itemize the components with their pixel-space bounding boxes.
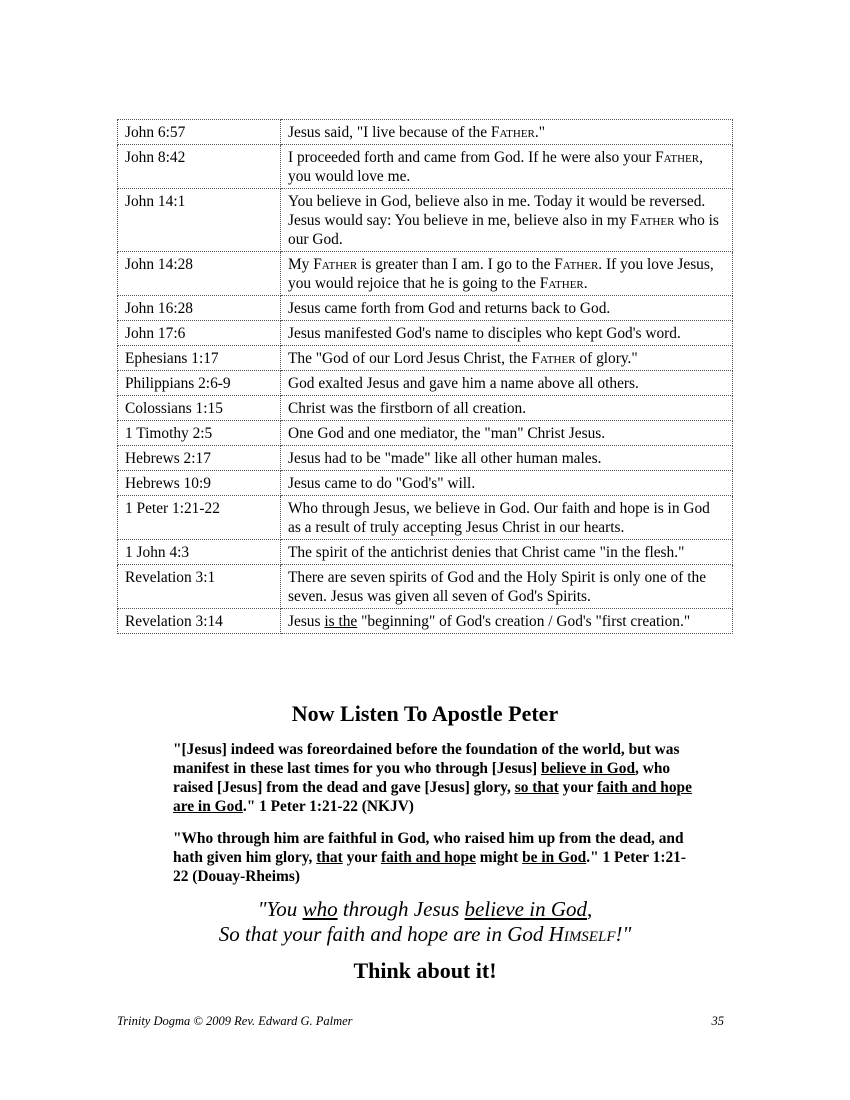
scripture-summary [281,296,733,321]
underlined-text: believe in God [464,897,587,921]
text-run: There are seven spirits of God and the Holy Spirit is only one of the seven. Jesus was given all seven of God's Spirits. [288,569,707,605]
text-run: God exalted Jesus and gave him a name above all others. [288,375,639,392]
footer-copyright: Trinity Dogma © 2009 Rev. Edward G. Palmer [117,1014,353,1028]
text-run: your [558,779,597,796]
table-row [118,371,733,396]
scripture-reference: Revelation 3:14 [118,609,281,634]
small-caps-text: Father [630,212,675,229]
text-run: Jesus came forth from God and returns back to God. [288,300,611,317]
text-run: , [587,897,593,921]
scripture-summary [281,421,733,446]
scripture-reference: John 14:1 [118,189,281,252]
text-run: of glory." [575,350,638,367]
text-run: your [342,849,381,866]
scripture-table [117,119,733,634]
small-caps-text: Father [655,149,700,166]
scripture-reference: Philippians 2:6-9 [118,371,281,396]
table-row [118,446,733,471]
text-run: Who through Jesus, we believe in God. Our faith and hope is in God as a result of truly accepting Jesus Christ in our hearts. [288,500,710,536]
scripture-table-body [118,120,733,634]
small-caps-text: Father [554,256,599,273]
scripture-summary [281,252,733,296]
scripture-summary [281,446,733,471]
text-run: The "God of our Lord Jesus Christ, the [288,350,532,367]
table-row [118,471,733,496]
table-row [118,296,733,321]
table-row [118,321,733,346]
scripture-reference: Revelation 3:1 [118,565,281,609]
small-caps-text: Father [490,124,535,141]
text-run: One God and one mediator, the "man" Christ Jesus. [288,425,606,442]
scripture-reference: 1 Timothy 2:5 [118,421,281,446]
small-caps-text: Father [531,350,576,367]
summary-verse-line-2 [0,922,850,947]
text-run: , you would love me. [288,149,703,185]
text-run: My [288,256,314,273]
nkjv-quote [173,740,693,816]
scripture-reference: Hebrews 2:17 [118,446,281,471]
table-row [118,496,733,540]
underlined-text: is the [324,613,358,630]
text-run: who is our God. [288,212,719,248]
text-run: You believe in God, believe also in me. Today it would be reversed. Jesus would say: You believe in me, believe also in my [288,193,706,229]
text-run: is greater than I am. I go to the [357,256,555,273]
underlined-text: faith and hope [380,849,476,866]
underlined-text: who [302,897,338,921]
text-run: ." [534,124,546,141]
text-run: "[Jesus] indeed was foreordained before the foundation of the world, but was manifest in these last times for you who through [Jesus] [173,741,680,777]
table-row [118,609,733,634]
underlined-text: that [316,849,343,866]
text-run: through Jesus [337,897,465,921]
scripture-summary [281,371,733,396]
scripture-reference: John 17:6 [118,321,281,346]
table-row [118,252,733,296]
scripture-reference: John 16:28 [118,296,281,321]
text-run: might [475,849,523,866]
text-run: "You [257,897,303,921]
scripture-reference: Ephesians 1:17 [118,346,281,371]
table-row [118,565,733,609]
table-row [118,145,733,189]
table-row [118,189,733,252]
underlined-text: be in God [522,849,587,866]
scripture-summary [281,145,733,189]
scripture-reference: 1 John 4:3 [118,540,281,565]
scripture-summary [281,609,733,634]
small-caps-text: Himself [548,922,616,946]
scripture-summary [281,189,733,252]
text-run: So that your faith and hope are in God [218,922,549,946]
scripture-reference: Colossians 1:15 [118,396,281,421]
closing-statement: Think about it! [353,958,497,983]
text-run: , who raised [Jesus] from the dead and gave [Jesus] glory, [173,760,671,796]
scripture-reference: Hebrews 10:9 [118,471,281,496]
scripture-summary [281,120,733,145]
scripture-reference: John 8:42 [118,145,281,189]
table-row [118,346,733,371]
scripture-summary [281,496,733,540]
scripture-summary [281,540,733,565]
table-row [118,120,733,145]
table-row [118,421,733,446]
scripture-reference: John 6:57 [118,120,281,145]
text-run: Jesus said, "I live because of the [288,124,491,141]
text-run: "beginning" of God's creation / God's "first creation." [357,613,691,630]
text-run: I proceeded forth and came from God. If he were also your [288,149,656,166]
text-run: . If you love Jesus, you would rejoice that he is going to the [288,256,714,292]
text-run: Jesus had to be "made" like all other human males. [288,450,602,467]
text-run: The spirit of the antichrist denies that Christ came "in the flesh." [288,544,685,561]
underlined-text: faith and hope are in God [173,779,692,815]
text-run: ." 1 Peter 1:21-22 (NKJV) [242,798,414,815]
text-run: ." 1 Peter 1:21-22 (Douay-Rheims) [173,849,686,885]
text-run: Christ was the firstborn of all creation. [288,400,527,417]
scripture-reference: John 14:28 [118,252,281,296]
scripture-summary [281,471,733,496]
text-run: "Who through him are faithful in God, who raised him up from the dead, and hath given him glory, [173,830,684,866]
scripture-summary [281,346,733,371]
table-row [118,540,733,565]
table-row [118,396,733,421]
text-run: . [583,275,588,292]
text-run: !" [615,922,632,946]
scripture-summary [281,396,733,421]
scripture-summary [281,565,733,609]
summary-verse-line-1 [0,897,850,922]
text-run: Jesus came to do "God's" will. [288,475,476,492]
douay-rheims-quote [173,829,693,886]
text-run: Jesus [288,613,325,630]
small-caps-text: Father [539,275,584,292]
scripture-reference: 1 Peter 1:21-22 [118,496,281,540]
section-heading: Now Listen To Apostle Peter [291,701,559,726]
page-number: 35 [711,1014,724,1028]
text-run: Jesus manifested God's name to disciples who kept God's word. [288,325,681,342]
scripture-summary [281,321,733,346]
small-caps-text: Father [313,256,358,273]
summary-verse [0,897,850,947]
underlined-text: believe in God [540,760,636,777]
underlined-text: so that [514,779,559,796]
